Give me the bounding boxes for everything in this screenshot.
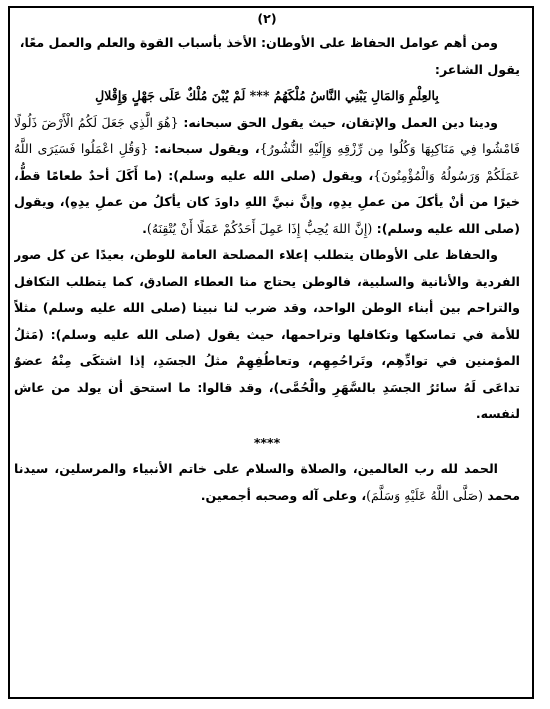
hadith-quote: (إِنَّ اللهَ يُحِبُّ إِذَا عَمِلَ أَحَدُكُمْ عَمَلًا أَنْ يُتْقِنَهُ) <box>146 220 373 236</box>
paragraph-intro: ومن أهم عوامل الحفاظ على الأوطان: الأخذ بأسباب القوة والعلم والعمل معًا، <box>19 35 498 50</box>
paragraph-work-text-4: . <box>142 220 147 236</box>
paragraph-work-text-2: ، ويقول سبحانه: <box>148 141 260 156</box>
closing-text-1: الحمد لله رب العالمين، والصلاة والسلام على خاتم الأنبياء والمرسلين، سيدنا محمد <box>14 461 520 503</box>
paragraph-work <box>14 110 520 243</box>
salutation: (صَلَّى اللَّهُ عَلَيْهِ وَسَلَّمَ) <box>366 487 484 503</box>
closing-text-2: ، وعلى آله وصحبه أجمعين. <box>200 487 367 503</box>
paragraph-closing <box>14 456 520 509</box>
poet-intro: يقول الشاعر: <box>434 61 520 77</box>
poetry-verse: بِالعِلْمِ وَالمَالِ يَبْنِي النَّاسُ مُلْكَهُمُ *** لَمْ يُبْنَ مُلْكٌ عَلَى جَهْلٍ وَإِقْلالِ <box>95 88 439 103</box>
quran-verse-1: {هُوَ الَّذِي جَعَلَ لَكُمُ الْأَرْضَ ذَلُولًا فَامْشُوا فِي مَنَاكِبِهَا وَكُلُوا مِن رِّزْقِهِ وَإِلَيْهِ النُّشُورُ} <box>14 114 520 156</box>
page-number: (٢) <box>257 11 277 26</box>
paragraph-solidarity: والحفاظ على الأوطان يتطلب إعلاء المصلحة العامة للوطن، بعيدًا عن كل صور الفردية والأنانية والسلبية، فالوطن يحتاج منا العطاء الصادق، كما يتطلب التكافل والتراحم بين أبناء الوطن الواحد، وقد ضرب لنا نبينا (صلى الله عليه وسلم) مثلاً للأمة في تماسكها وتكافلها وتراحمها، حيث يقول (صلى الله عليه وسلم): (مَثلُ المؤمنين في توادِّهِم، وتَراحُمِهِم، وتعاطُفِهِمْ مثلُ الجسَدِ، إذا اشتكَى مِنْهُ عضوٌ تداعَى لَهُ سائرُ الجسَدِ بالسَّهَرِ والْحُمَّى)، وقد قالوا: ما استحق أن يولد من عاش لنفسه. <box>14 247 520 421</box>
quran-verse-2: {وَقُلِ اعْمَلُوا فَسَيَرَى اللَّهُ عَمَلَكُمْ وَرَسُولُهُ وَالْمُؤْمِنُونَ} <box>14 141 520 183</box>
section-separator: **** <box>253 434 281 450</box>
paragraph-work-text-3: ، ويقول (صلى الله عليه وسلم): (ما أَكَلَ أحدٌ طعامًا قطُّ، خيرًا من أنْ يأكلَ من عملِ يدِهِ، وإنَّ نبيَّ اللهِ داودَ كان يأكلُ من عملِ يدِهِ)، ويقول (صلى الله عليه وسلم): <box>14 167 520 236</box>
document-page <box>14 8 520 696</box>
paragraph-work-text-1: ودينا دين العمل والإتقان، حيث يقول الحق سبحانه: <box>178 114 498 130</box>
